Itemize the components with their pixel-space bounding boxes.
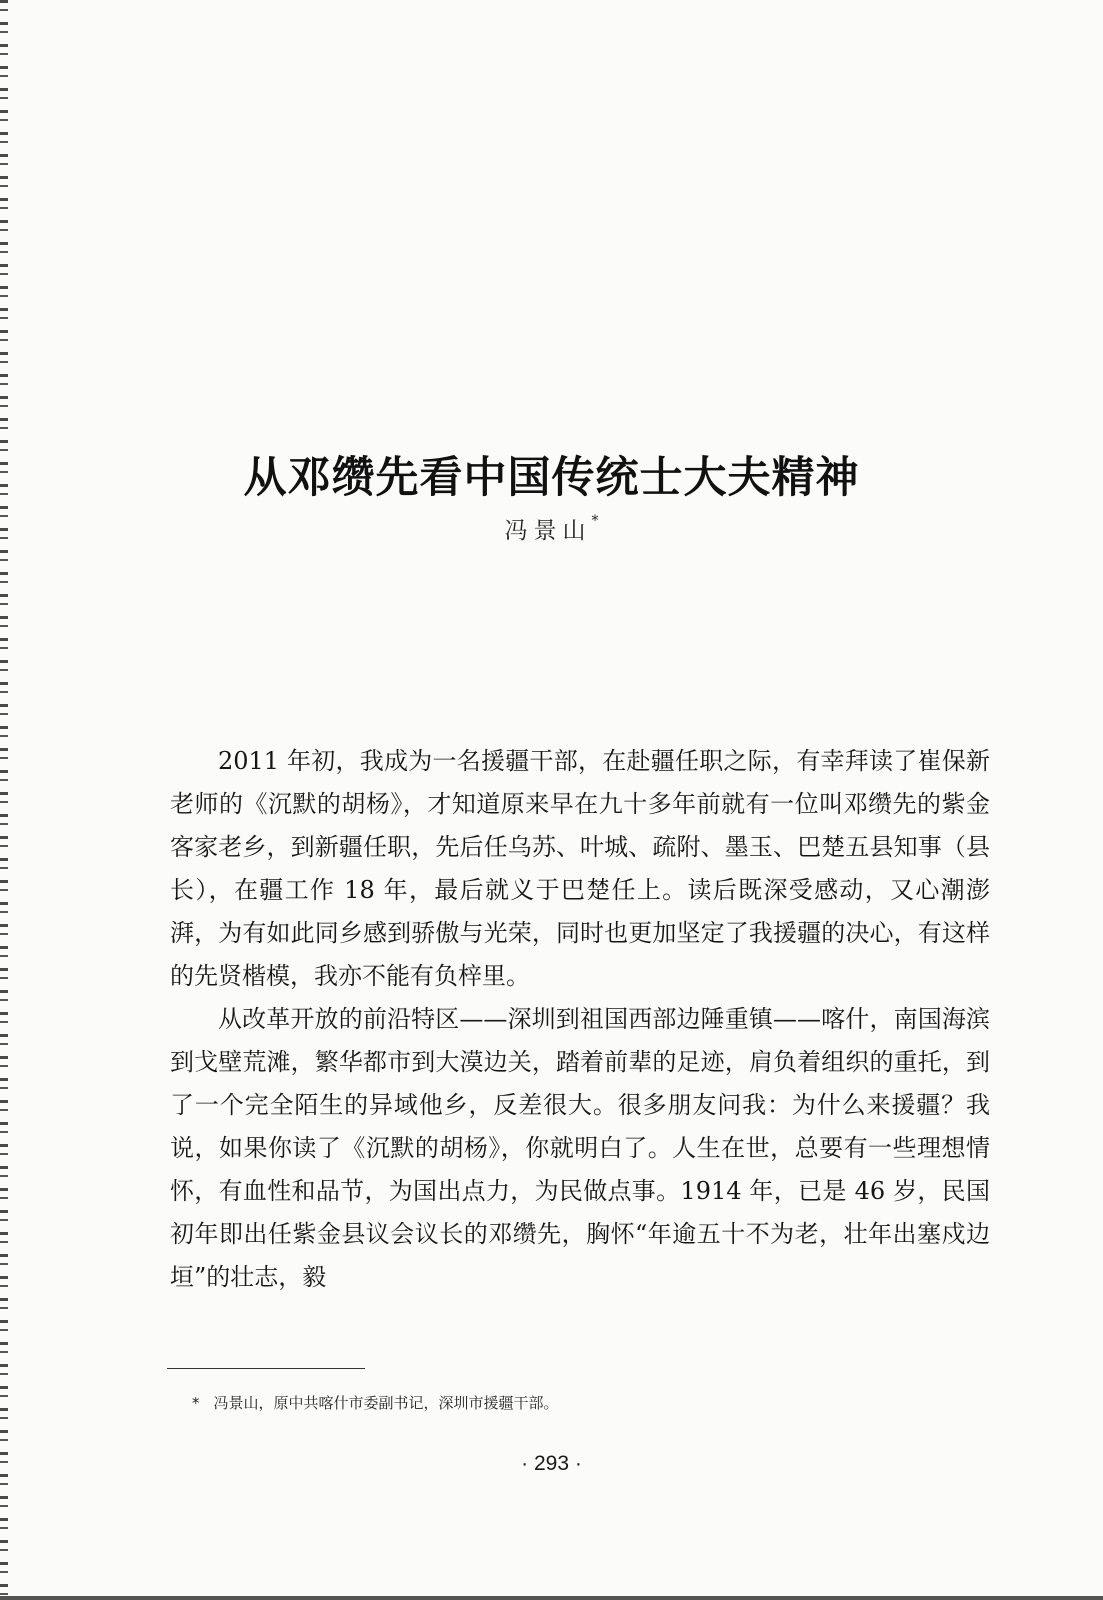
page-number: · 293 · [521,1452,582,1475]
scan-bottom-edge [0,1596,1103,1600]
author-name: 冯景山 [504,518,592,544]
article-title: 从邓缵先看中国传统士大夫精神 [243,452,860,503]
footnote [192,1392,559,1413]
paragraph-2: 从改革开放的前沿特区——深圳到祖国西部边陲重镇——喀什，南国海滨到戈壁荒滩，繁华都市到大漠边关，踏着前辈的足迹，肩负着组织的重托，到了一个完全陌生的异域他乡，反差很大。很多朋友问我：为什么来援疆？我说，如果你读了《沉默的胡杨》，你就明白了。人生在世，总要有一些理想情怀，有血性和品节，为国出点力，为民做点事。1914 年，已是 46 岁，民国初年即出任紫金县议会议长的邓缵先，胸怀“年逾五十不为老，壮年出塞戍边垣”的壮志，毅 [170,1005,990,1291]
scan-binding-edge [0,0,8,1600]
footnote-mark: * [192,1394,200,1412]
author-footnote-mark: * [591,513,599,530]
footnote-text: 冯景山，原中共喀什市委副书记，深圳市援疆干部。 [213,1394,559,1412]
footnote-divider [167,1368,365,1369]
article-author [0,512,1103,545]
paragraph-1: 2011 年初，我成为一名援疆干部，在赴疆任职之际，有幸拜读了崔保新老师的《沉默的胡杨》，才知道原来早在九十多年前就有一位叫邓缵先的紫金客家老乡，到新疆任职，先后任乌苏、叶城、疏附、墨玉、巴楚五县知事（县长），在疆工作 18 年，最后就义于巴楚任上。读后既深受感动，又心潮澎湃，为有如此同乡感到骄傲与光荣，同时也更加坚定了我援疆的决心，有这样的先贤楷模，我亦不能有负梓里。 [170,747,990,990]
article-body [170,740,990,1299]
